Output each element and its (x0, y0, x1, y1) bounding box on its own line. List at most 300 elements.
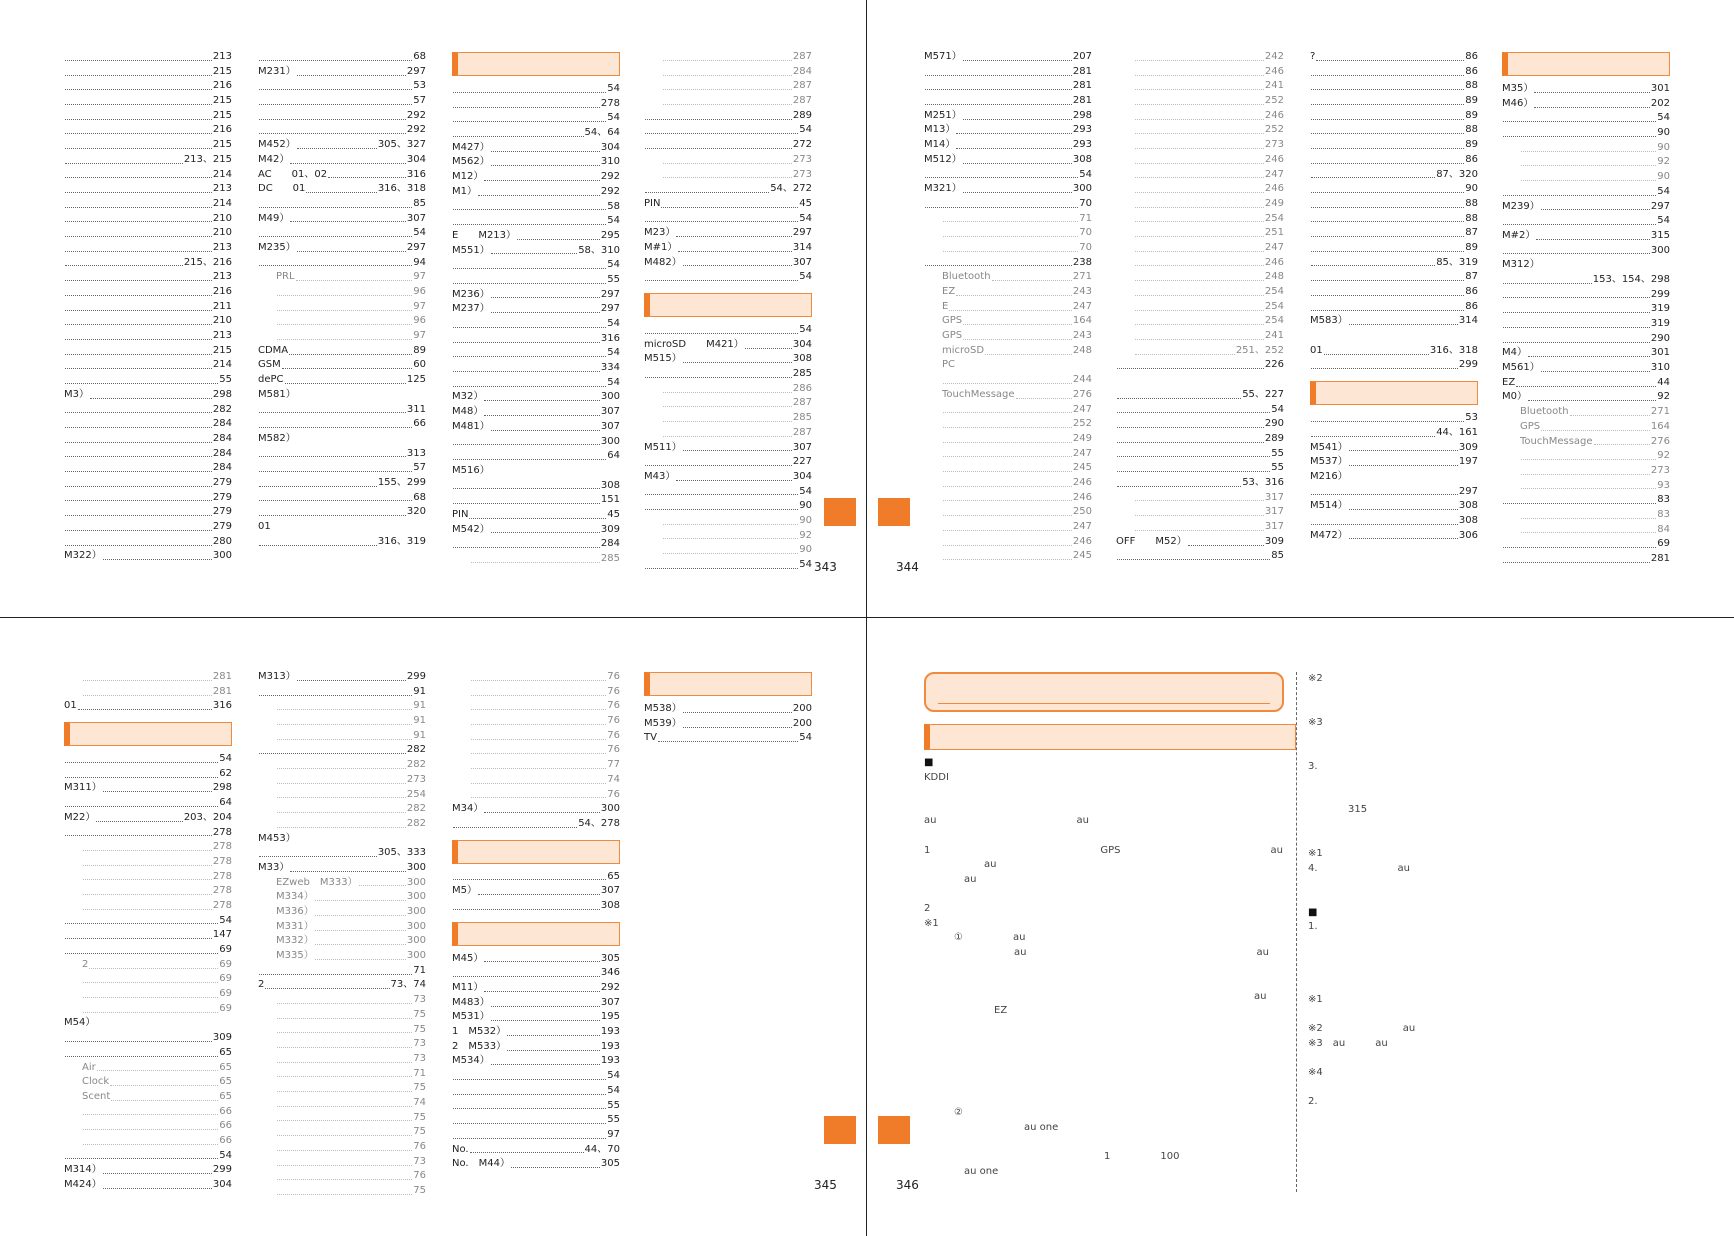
page-ref: 307 (600, 885, 620, 897)
index-entry (64, 241, 232, 256)
index-entry (1310, 455, 1478, 470)
index-entry (1116, 197, 1284, 212)
index-term: Bluetooth (942, 271, 991, 283)
page-ref: 249 (1264, 197, 1284, 209)
text-line: ※4 (1308, 1067, 1323, 1079)
index-entry (452, 288, 620, 303)
dot-leader (277, 1165, 412, 1166)
index-entry (924, 403, 1092, 418)
dot-leader (453, 136, 584, 137)
dot-leader (1311, 119, 1464, 120)
index-entry (258, 535, 426, 550)
dot-leader (956, 295, 1072, 296)
text-line (1308, 1139, 1664, 1154)
index-entry (644, 702, 812, 717)
index-term: M427） (452, 141, 490, 153)
index-entry (258, 241, 426, 256)
index-entry (924, 79, 1092, 94)
index-term: Air (82, 1061, 96, 1073)
index-entry (64, 535, 232, 550)
dot-leader (1503, 297, 1650, 298)
dot-leader (259, 133, 406, 134)
index-entry (64, 781, 232, 796)
index-term: 01 (64, 700, 77, 712)
page-ref: 75 (413, 1185, 426, 1197)
dot-leader (471, 768, 606, 769)
page-ref: 317 (1264, 491, 1284, 503)
page-ref: 278 (212, 826, 232, 838)
index-entry (644, 109, 812, 124)
page-ref: 316、319 (377, 535, 426, 547)
dot-leader (110, 1085, 218, 1086)
index-term: M335） (276, 950, 314, 962)
index-entry (1502, 155, 1670, 170)
index-entry (644, 212, 812, 227)
page-ref: 254 (1264, 212, 1284, 224)
dot-leader (277, 1106, 412, 1107)
dot-leader (1135, 310, 1264, 311)
index-entry (258, 447, 426, 462)
index-term: M5） (452, 885, 477, 897)
dot-leader (470, 1152, 584, 1153)
index-entry (1502, 449, 1670, 464)
index-entry (452, 788, 620, 803)
dot-leader (1135, 295, 1264, 296)
index-entry (64, 344, 232, 359)
page-ref: 54 (1657, 185, 1670, 197)
dot-leader (663, 553, 798, 554)
page-ref: 278 (212, 855, 232, 867)
page-ref: 86 (1465, 300, 1478, 312)
index-entry (64, 1149, 232, 1164)
dot-leader (1311, 163, 1464, 164)
index-entry (64, 65, 232, 80)
page-ref: 87 (1465, 227, 1478, 239)
page-ref: 45 (607, 508, 620, 520)
index-entry (452, 493, 620, 508)
index-term: M313） (258, 671, 296, 682)
text-line (1308, 818, 1664, 833)
page-ref: 88 (1465, 212, 1478, 224)
index-entry (64, 417, 232, 432)
page-ref: 280 (212, 535, 232, 547)
dot-leader (943, 427, 1072, 428)
index-entry (452, 317, 620, 332)
dot-leader (484, 961, 600, 962)
dot-leader (1521, 532, 1656, 533)
index-term: M515） (644, 353, 682, 365)
index-entry (1116, 168, 1284, 183)
dot-leader (259, 89, 412, 90)
dot-leader (65, 427, 212, 428)
dot-leader (359, 885, 406, 886)
dot-leader (282, 368, 413, 369)
index-entry (452, 699, 620, 714)
page-ref: 73、74 (390, 979, 426, 991)
index-entry (452, 685, 620, 700)
page-ref: 248 (1072, 344, 1092, 356)
page-ref: 226 (1264, 359, 1284, 371)
dot-leader (1135, 104, 1264, 105)
index-entry (64, 840, 232, 855)
dot-leader (65, 806, 218, 807)
dot-leader (453, 327, 606, 328)
text-line: au (924, 990, 1267, 1002)
dot-leader (1311, 436, 1435, 437)
section-heading (924, 724, 1296, 750)
index-entry (64, 461, 232, 476)
page-ref: 279 (212, 491, 232, 503)
page-ref: 292 (600, 982, 620, 993)
page-ref: 55 (219, 374, 232, 386)
page-ref: 309 (600, 523, 620, 535)
index-entry (258, 861, 426, 876)
dot-leader (663, 524, 798, 525)
text-line: ■ (924, 757, 934, 768)
dot-leader (277, 797, 406, 798)
dot-leader (943, 471, 1072, 472)
page-ref: 287 (792, 80, 812, 92)
index-entry (644, 543, 812, 558)
dot-leader (97, 1070, 219, 1071)
dot-leader (89, 968, 218, 969)
text-line (1308, 1168, 1664, 1183)
index-entry (1310, 226, 1478, 241)
index-entry (64, 767, 232, 782)
index-entry (452, 1113, 620, 1128)
index-entry (1502, 111, 1670, 126)
page-ref: 245 (1072, 550, 1092, 562)
page-ref: 245 (1072, 462, 1092, 474)
page-ref: 213 (212, 241, 232, 253)
page-ref: 281 (1072, 95, 1092, 107)
dot-leader (1349, 450, 1458, 451)
page-ref: 45 (799, 197, 812, 209)
index-entry (644, 182, 812, 197)
index-entry (924, 417, 1092, 432)
page-ref: 54 (799, 732, 812, 744)
dot-leader (65, 762, 218, 763)
index-term: CDMA (258, 344, 289, 356)
dot-leader (65, 133, 212, 134)
index-term: M539） (644, 717, 682, 729)
dot-leader (645, 192, 769, 193)
dot-leader (453, 356, 606, 357)
index-section-header (644, 672, 812, 696)
page-ref: 247 (1072, 447, 1092, 459)
index-entry (64, 94, 232, 109)
page-number: 345 (814, 1178, 837, 1192)
index-entry (1310, 270, 1478, 285)
dot-leader (1534, 92, 1650, 93)
text-line (1308, 964, 1664, 979)
dot-leader (925, 89, 1072, 90)
page-ref: 65 (219, 1046, 232, 1058)
page-ref: 96 (413, 315, 426, 327)
dot-leader (661, 207, 798, 208)
dot-leader (259, 119, 406, 120)
index-entry (258, 1067, 426, 1082)
index-entry (64, 928, 232, 943)
index-term: M538） (644, 703, 682, 714)
index-entry (452, 714, 620, 729)
dot-leader (663, 60, 792, 61)
page-ref: 54 (607, 83, 620, 94)
dot-leader (1135, 280, 1264, 281)
index-term: M0） (1502, 391, 1527, 403)
dot-leader (943, 383, 1072, 384)
dot-leader (1311, 524, 1458, 525)
dot-leader (277, 724, 412, 725)
index-entry (258, 520, 426, 535)
page-ref: 54 (219, 1149, 232, 1161)
page-ref: 246 (1264, 183, 1284, 195)
index-entry (64, 958, 232, 973)
index-tab (878, 498, 910, 526)
index-entry (1116, 417, 1284, 432)
index-entry (64, 1105, 232, 1120)
text-line: 1 GPS au (924, 844, 1283, 856)
index-entry (1116, 300, 1284, 315)
index-entry (64, 197, 232, 212)
page-ref: 89 (413, 344, 426, 356)
page-ref: 66 (413, 418, 426, 430)
dot-leader (453, 1138, 606, 1139)
index-entry (64, 138, 232, 153)
page-ref: 238 (1072, 256, 1092, 268)
dot-leader (83, 695, 212, 696)
index-term: M516） (452, 464, 490, 476)
index-entry (644, 367, 812, 382)
dot-leader (963, 324, 1072, 325)
index-entry (1310, 514, 1478, 529)
index-term: M314） (64, 1164, 102, 1176)
index-entry (1116, 109, 1284, 124)
dot-leader (1311, 133, 1464, 134)
index-entry (64, 699, 232, 714)
index-entry (258, 153, 426, 168)
page-ref: 92 (1657, 391, 1670, 403)
dot-leader (949, 310, 1072, 311)
index-term: M11） (452, 982, 484, 993)
page-ref: 58 (607, 200, 620, 212)
text-line: au au (924, 815, 1089, 827)
dot-leader (65, 265, 183, 266)
index-entry (258, 993, 426, 1008)
page-ref: 278 (212, 899, 232, 911)
page-ref: 293 (1072, 139, 1092, 151)
index-entry (1310, 314, 1478, 329)
dot-leader (297, 75, 406, 76)
index-entry (924, 153, 1092, 168)
index-term: M46） (1502, 97, 1534, 109)
index-entry (924, 491, 1092, 506)
page-ref: 89 (1465, 139, 1478, 151)
index-entry (1116, 520, 1284, 535)
page-ref: 57 (413, 95, 426, 107)
dot-leader (453, 209, 606, 210)
index-entry (64, 811, 232, 826)
dot-leader (103, 1173, 212, 1174)
page-ref: 54 (1079, 168, 1092, 180)
page-ref: 84 (1657, 523, 1670, 535)
index-entry (1116, 461, 1284, 476)
dot-leader (471, 783, 606, 784)
index-entry (452, 141, 620, 156)
index-term: M541） (1310, 441, 1348, 453)
dot-leader (259, 456, 406, 457)
page-ref: 89 (1465, 95, 1478, 107)
dot-leader (1117, 559, 1270, 560)
index-entry (258, 905, 426, 920)
page-ref: 76 (607, 671, 620, 682)
index-entry (258, 300, 426, 315)
index-term: M35） (1502, 83, 1534, 94)
dot-leader (265, 988, 389, 989)
page-ref: 151 (600, 494, 620, 506)
index-entry (258, 1052, 426, 1067)
index-term: M3） (64, 388, 89, 400)
index-entry (258, 476, 426, 491)
dot-leader (315, 930, 406, 931)
page-ref: 193 (600, 1040, 620, 1052)
index-entry (258, 212, 426, 227)
dot-leader (1503, 253, 1650, 254)
page-ref: 300 (212, 550, 232, 562)
page-ref: 54 (607, 259, 620, 271)
dot-leader (1521, 474, 1650, 475)
index-term: M334） (276, 891, 314, 903)
index-entry (924, 241, 1092, 256)
dot-leader (83, 865, 212, 866)
index-entry (1502, 464, 1670, 479)
page-ref: 282 (406, 817, 426, 829)
page-ref: 44、161 (1436, 426, 1478, 438)
dot-leader (1503, 547, 1656, 548)
dot-leader (1541, 209, 1650, 210)
dot-leader (277, 783, 406, 784)
dot-leader (1311, 421, 1464, 422)
index-entry (1116, 329, 1284, 344)
page-ref: 86 (1465, 153, 1478, 165)
index-term: M22） (64, 811, 96, 823)
text-line: ① au (924, 932, 1026, 944)
page-ref: 246 (1264, 153, 1284, 165)
index-entry (452, 1084, 620, 1099)
dot-leader (259, 486, 377, 487)
dot-leader (277, 1076, 412, 1077)
page-ref: 85 (1271, 550, 1284, 562)
index-term: M1） (452, 185, 477, 197)
index-entry (1310, 197, 1478, 212)
dot-leader (663, 392, 792, 393)
index-entry (452, 390, 620, 405)
page-ref: 299 (212, 1164, 232, 1176)
index-entry (452, 966, 620, 981)
page-ref: 96 (413, 286, 426, 297)
index-entry (64, 403, 232, 418)
dot-leader (65, 383, 218, 384)
dot-leader (1349, 465, 1458, 466)
text-line (1308, 687, 1664, 702)
dot-leader (1311, 265, 1435, 266)
dot-leader (517, 239, 600, 240)
page-ref: 307 (406, 212, 426, 224)
index-term: 2 (82, 958, 89, 970)
page-ref: 83 (1657, 494, 1670, 506)
page-ref: 241 (1264, 80, 1284, 92)
index-term: 2 (258, 979, 265, 991)
dot-leader (259, 427, 412, 428)
page-ref: 284 (792, 65, 812, 77)
dot-leader (1349, 538, 1458, 539)
page-ref: 242 (1264, 51, 1284, 62)
dot-leader (306, 192, 376, 193)
index-entry (64, 358, 232, 373)
text-line (1308, 1110, 1664, 1125)
index-entry (644, 256, 812, 271)
index-entry (924, 447, 1092, 462)
index-entry (258, 934, 426, 949)
dot-leader (83, 879, 212, 880)
index-term: microSD (942, 344, 985, 356)
index-entry (258, 685, 426, 700)
dot-leader (943, 559, 1072, 560)
index-entry (258, 743, 426, 758)
dot-leader (645, 133, 798, 134)
index-entry (452, 729, 620, 744)
index-entry (644, 426, 812, 441)
dot-leader (1135, 251, 1264, 252)
dot-leader (65, 339, 212, 340)
page-ref: 248 (1264, 271, 1284, 283)
page-ref: 54 (219, 753, 232, 765)
index-term: PC (942, 359, 956, 371)
dot-leader (663, 104, 792, 105)
index-entry (1116, 358, 1284, 373)
page-ref: 299 (1650, 288, 1670, 300)
page-ref: 254 (1264, 286, 1284, 297)
dot-leader (453, 827, 577, 828)
page-ref: 247 (1264, 168, 1284, 180)
index-entry (258, 285, 426, 300)
page-ref: 282 (406, 744, 426, 756)
page-ref: 286 (792, 382, 812, 394)
index-entry (64, 685, 232, 700)
dot-leader (1311, 89, 1464, 90)
text-line (924, 887, 1284, 902)
text-line (1308, 701, 1664, 716)
text-line: 3. (1308, 760, 1318, 772)
dot-leader (1503, 503, 1656, 504)
index-entry (1502, 170, 1670, 185)
page-ref: 307 (792, 256, 812, 268)
dot-leader (297, 251, 406, 252)
dot-leader (65, 515, 212, 516)
page-ref: 164 (1072, 315, 1092, 327)
dot-leader (1521, 459, 1656, 460)
index-entry (644, 499, 812, 514)
dot-leader (956, 148, 1072, 149)
dot-leader (1503, 283, 1592, 284)
page-ref: 281 (1072, 65, 1092, 77)
index-entry (644, 94, 812, 109)
index-entry (644, 441, 812, 456)
page-ref: 300 (406, 876, 426, 888)
index-term: M331） (276, 920, 314, 932)
dot-leader (1135, 221, 1264, 222)
index-entry (644, 470, 812, 485)
